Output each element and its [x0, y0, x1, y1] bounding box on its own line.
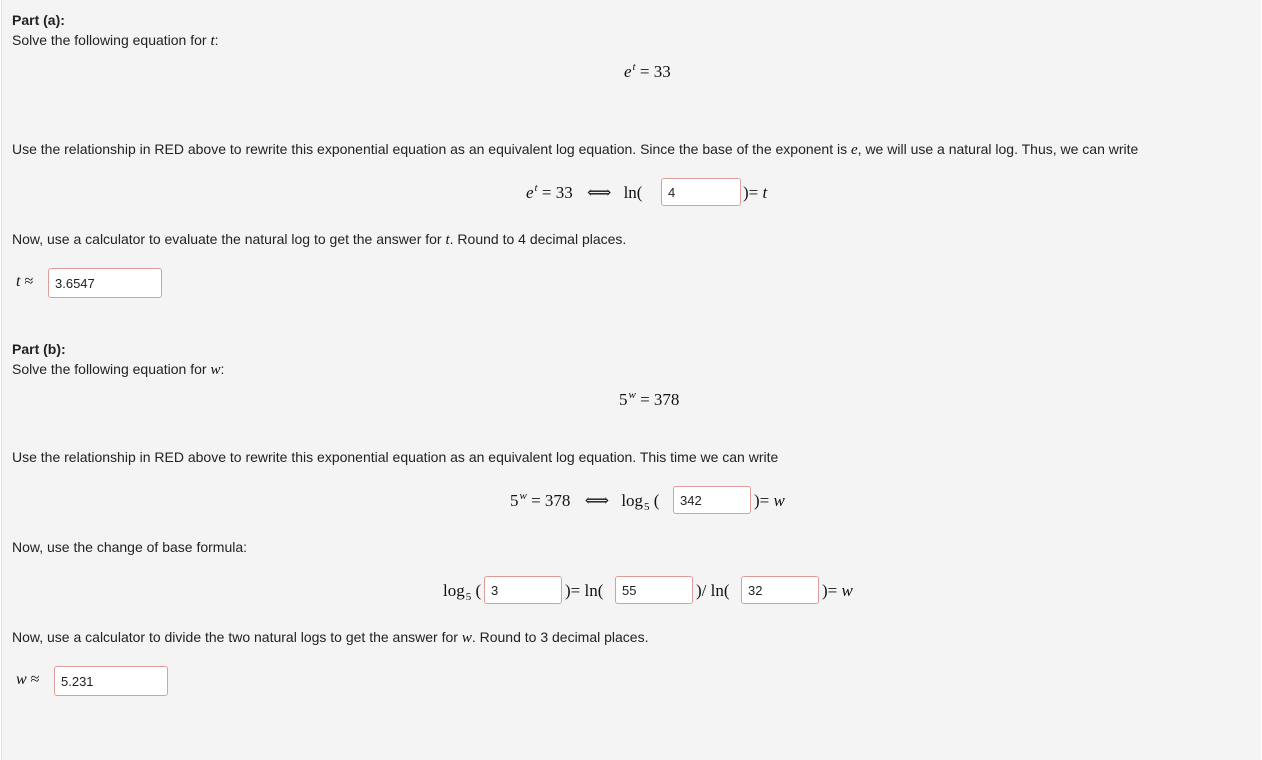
- part-b-instruction: Solve the following equation for w:: [12, 361, 225, 378]
- part-a-equivalence-rhs: )= t: [743, 183, 768, 202]
- part-a-rewrite-text: Use the relationship in RED above to rewrite this exponential equation as an equivalent log equation. Since the base of the exponent is e, we will use a natural log. Thus, we can write: [12, 141, 1139, 158]
- part-b-answer-input[interactable]: [54, 666, 168, 696]
- part-b-change-base-result: )= w: [822, 581, 853, 600]
- part-a-equivalence-lhs: $e^t = 33$ ⟺ ln(: [526, 182, 643, 202]
- part-b-answer-label: w ≈: [16, 671, 40, 688]
- part-b-change-base-ln-2: )/ ln(: [696, 581, 730, 600]
- part-a-heading: Part (a):: [12, 12, 65, 28]
- part-a-equation: $e^t = 33$: [624, 61, 671, 81]
- part-b-equivalence-rhs: )= w: [754, 491, 785, 510]
- part-a-calc-text: Now, use a calculator to evaluate the natural log to get the answer for t. Round to 4 decimal places.: [12, 231, 627, 248]
- part-b-log-input[interactable]: [673, 486, 751, 514]
- part-b-change-base-input-1[interactable]: [484, 576, 562, 604]
- part-a-instruction: Solve the following equation for t:: [12, 32, 219, 49]
- equivalence-arrow: ⟺: [586, 183, 612, 202]
- part-b-change-base-input-2[interactable]: [615, 576, 693, 604]
- part-a-ln-input[interactable]: [661, 178, 741, 206]
- part-b-change-base-text: Now, use the change of base formula:: [12, 539, 248, 555]
- part-b-calc-text: Now, use a calculator to divide the two natural logs to get the answer for w. Round to 3 decimal places.: [12, 629, 649, 646]
- part-b-change-base-log: $\log_5$ (: [443, 581, 482, 603]
- part-b-heading: Part (b):: [12, 341, 66, 357]
- part-b-rewrite-text: Use the relationship in RED above to rewrite this exponential equation as an equivalent log equation. This time we can write: [12, 449, 779, 465]
- part-a-answer-input[interactable]: [48, 268, 162, 298]
- part-b-equation: 5$^w$ = 378: [619, 389, 680, 409]
- part-b-change-base-ln-1: )= ln(: [565, 581, 604, 600]
- part-b-change-base-input-3[interactable]: [741, 576, 819, 604]
- part-a-answer-label: t ≈: [16, 273, 34, 290]
- part-b-equivalence-lhs: 5$^w$ = 378 ⟺ $\log_5$ (: [510, 490, 660, 513]
- question-panel: [1, 0, 1261, 760]
- equivalence-arrow: ⟺: [584, 491, 610, 510]
